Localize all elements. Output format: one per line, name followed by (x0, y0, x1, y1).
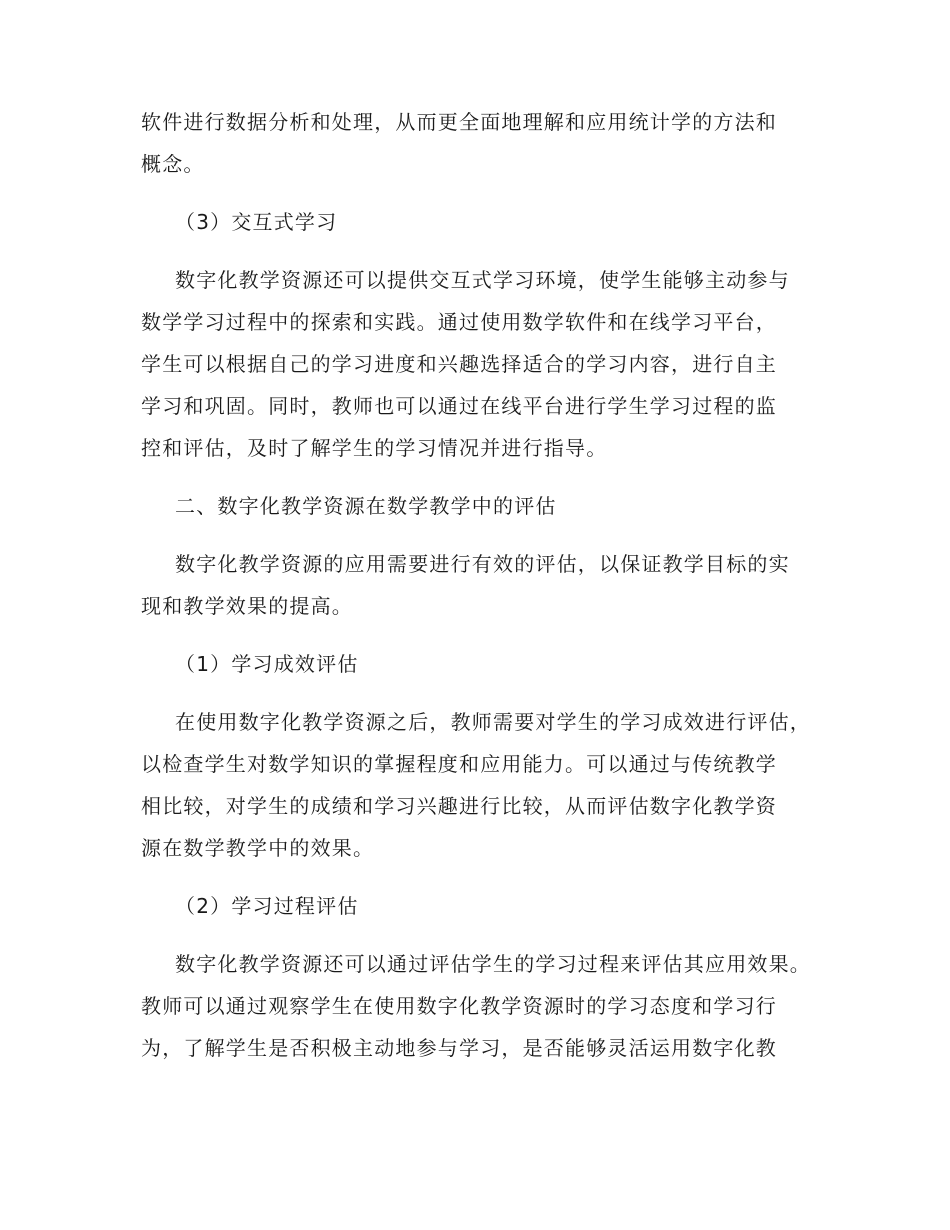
paragraph-line: 控和评估，及时了解学生的学习情况并进行指导。 (141, 436, 608, 460)
paragraph-line: 为，了解学生是否积极主动地参与学习，是否能够灵活运用数字化教 (141, 1036, 777, 1060)
paragraph-line: 源在数学教学中的效果。 (141, 836, 375, 860)
subsection-heading: （1）学习成效评估 (175, 652, 359, 676)
subsection-heading: （2）学习过程评估 (175, 894, 359, 918)
paragraph-line: 数字化教学资源还可以通过评估学生的学习过程来评估其应用效果。 (175, 952, 811, 976)
paragraph-line: 数学学习过程中的探索和实践。通过使用数学软件和在线学习平台， (141, 310, 777, 334)
section-heading: 二、数字化教学资源在数学教学中的评估 (175, 494, 557, 518)
paragraph-line: 相比较，对学生的成绩和学习兴趣进行比较，从而评估数字化教学资 (141, 794, 777, 818)
paragraph-line: 概念。 (141, 152, 205, 176)
paragraph-line: 以检查学生对数学知识的掌握程度和应用能力。可以通过与传统教学 (141, 752, 777, 776)
paragraph-line: 教师可以通过观察学生在使用数字化教学资源时的学习态度和学习行 (141, 994, 777, 1018)
paragraph-line: 现和教学效果的提高。 (141, 594, 353, 618)
paragraph-line: 软件进行数据分析和处理，从而更全面地理解和应用统计学的方法和 (141, 110, 777, 134)
paragraph-line: 数字化教学资源还可以提供交互式学习环境，使学生能够主动参与 (175, 268, 790, 292)
subsection-heading: （3）交互式学习 (175, 210, 338, 234)
paragraph-line: 学习和巩固。同时，教师也可以通过在线平台进行学生学习过程的监 (141, 394, 777, 418)
paragraph-line: 数字化教学资源的应用需要进行有效的评估，以保证教学目标的实 (175, 552, 790, 576)
paragraph-line: 在使用数字化教学资源之后，教师需要对学生的学习成效进行评估， (175, 710, 811, 734)
paragraph-line: 学生可以根据自己的学习进度和兴趣选择适合的学习内容，进行自主 (141, 352, 777, 376)
